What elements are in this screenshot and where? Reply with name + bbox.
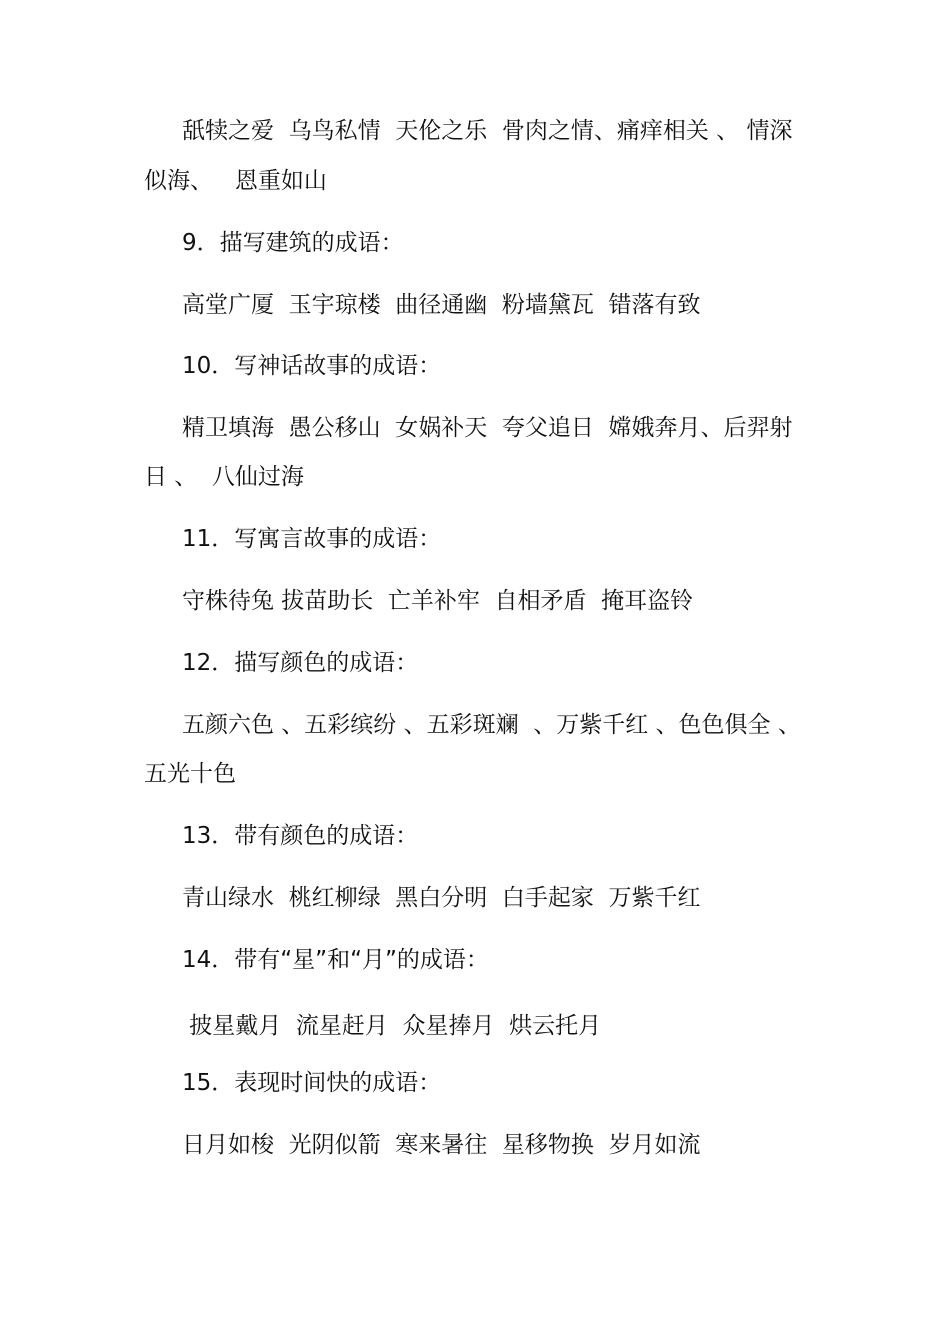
text-line-family-idioms: 舐犊之爱 乌鸟私情 天伦之乐 骨肉之情、痛痒相关 、 情深	[182, 118, 793, 144]
heading-fable-idioms: 11．写寓言故事的成语：	[182, 526, 442, 552]
text-line-color-description-idioms: 五颜六色 、五彩缤纷 、五彩斑斓 、万紫千红 、色色俱全 、	[182, 712, 801, 738]
text-line-architecture-idioms: 高堂广厦 玉宇琼楼 曲径通幽 粉墙黛瓦 错落有致	[182, 292, 701, 318]
heading-star-moon-idioms: 14．带有“星”和“月”的成语：	[182, 947, 489, 973]
text-line-family-idioms-cont: 似海、 恩重如山	[144, 168, 327, 194]
heading-myth-idioms: 10．写神话故事的成语：	[182, 353, 442, 379]
text-line-color-word-idioms: 青山绿水 桃红柳绿 黑白分明 白手起家 万紫千红	[182, 885, 701, 911]
text-line-color-description-idioms-cont: 五光十色	[144, 761, 236, 787]
text-line-myth-idioms-cont: 日 、 八仙过海	[144, 464, 304, 490]
heading-color-word-idioms: 13．带有颜色的成语：	[182, 823, 419, 849]
text-line-star-moon-idioms: 披星戴月 流星赶月 众星捧月 烘云托月	[182, 1013, 602, 1039]
text-line-myth-idioms: 精卫填海 愚公移山 女娲补天 夸父追日 嫦娥奔月、后羿射	[182, 415, 793, 441]
heading-architecture-idioms: 9．描写建筑的成语：	[182, 230, 404, 256]
text-line-time-idioms: 日月如梭 光阴似箭 寒来暑往 星移物换 岁月如流	[182, 1132, 701, 1158]
heading-time-idioms: 15．表现时间快的成语：	[182, 1070, 442, 1096]
text-line-fable-idioms: 守株待兔 拔苗助长 亡羊补牢 自相矛盾 掩耳盗铃	[182, 588, 694, 614]
heading-color-description-idioms: 12．描写颜色的成语：	[182, 650, 419, 676]
